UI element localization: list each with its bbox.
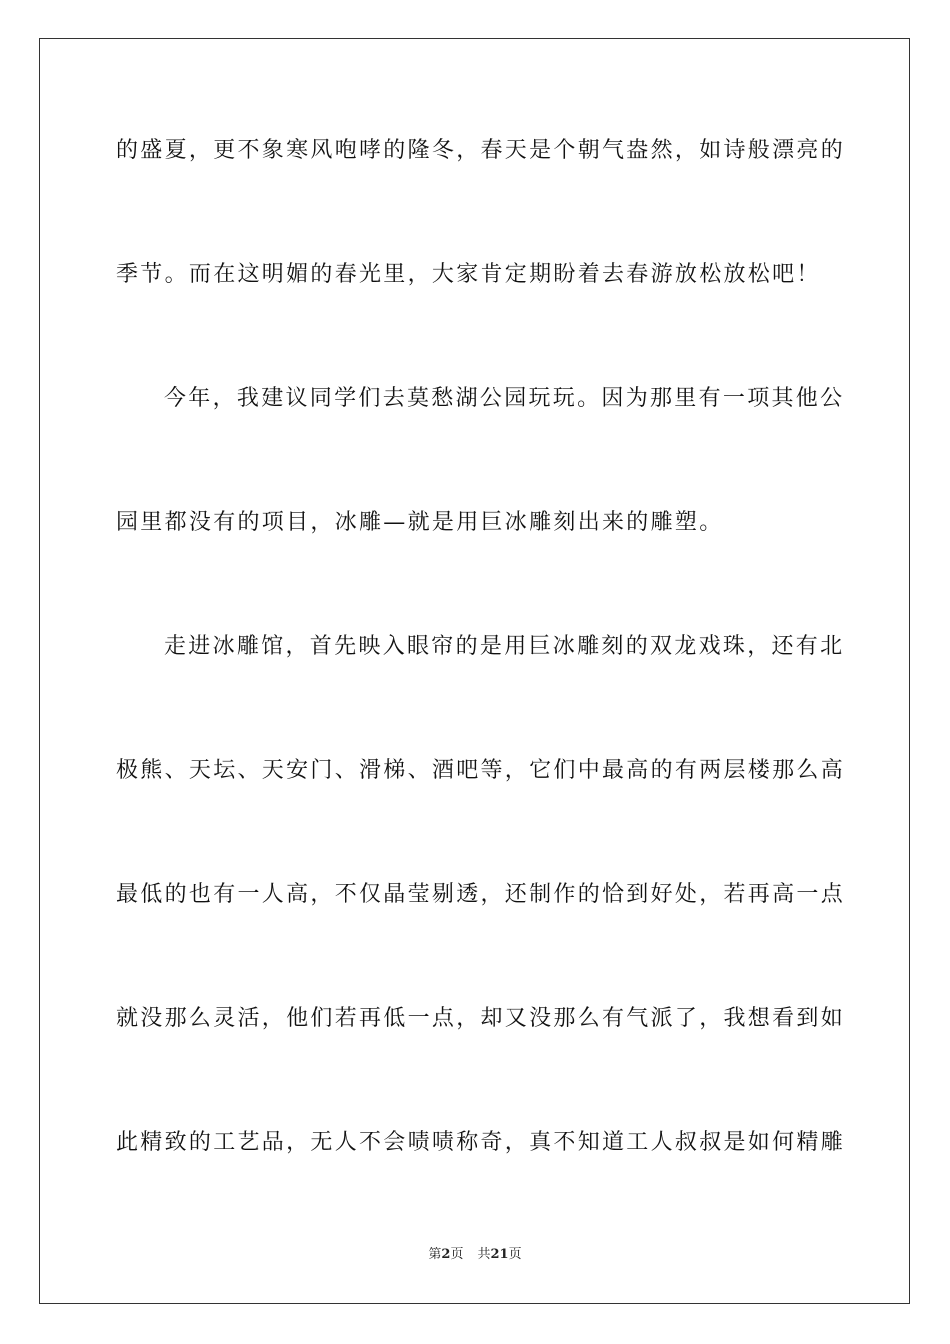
- current-page-number: 2: [441, 1247, 451, 1262]
- text-line-7: 最低的也有一人高，不仅晶莹剔透，还制作的恰到好处，若再高一点: [116, 882, 846, 907]
- text-line-9: 此精致的工艺品，无人不会啧啧称奇，真不知道工人叔叔是如何精雕: [116, 1130, 846, 1155]
- text-line-2: 季节。而在这明媚的春光里，大家肯定期盼着去春游放松放松吧！: [116, 262, 821, 287]
- text-line-1: 的盛夏，更不象寒风咆哮的隆冬，春天是个朝气盎然，如诗般漂亮的: [116, 138, 846, 163]
- text-line-4: 园里都没有的项目，冰雕—就是用巨冰雕刻出来的雕塑。: [116, 510, 724, 535]
- text-line-6: 极熊、天坛、天安门、滑梯、酒吧等，它们中最高的有两层楼那么高: [116, 758, 846, 783]
- page-label: 第2页: [428, 1247, 464, 1262]
- total-pages-label: 共21页: [477, 1247, 522, 1262]
- text-line-5: 走进冰雕馆，首先映入眼帘的是用巨冰雕刻的双龙戏珠，还有北: [164, 634, 845, 659]
- page-border: [39, 38, 910, 1304]
- text-line-3: 今年，我建议同学们去莫愁湖公园玩玩。因为那里有一项其他公: [164, 386, 845, 411]
- total-page-count: 21: [490, 1247, 509, 1262]
- page-footer: [0, 1246, 950, 1264]
- text-line-8: 就没那么灵活，他们若再低一点，却又没那么有气派了，我想看到如: [116, 1006, 846, 1031]
